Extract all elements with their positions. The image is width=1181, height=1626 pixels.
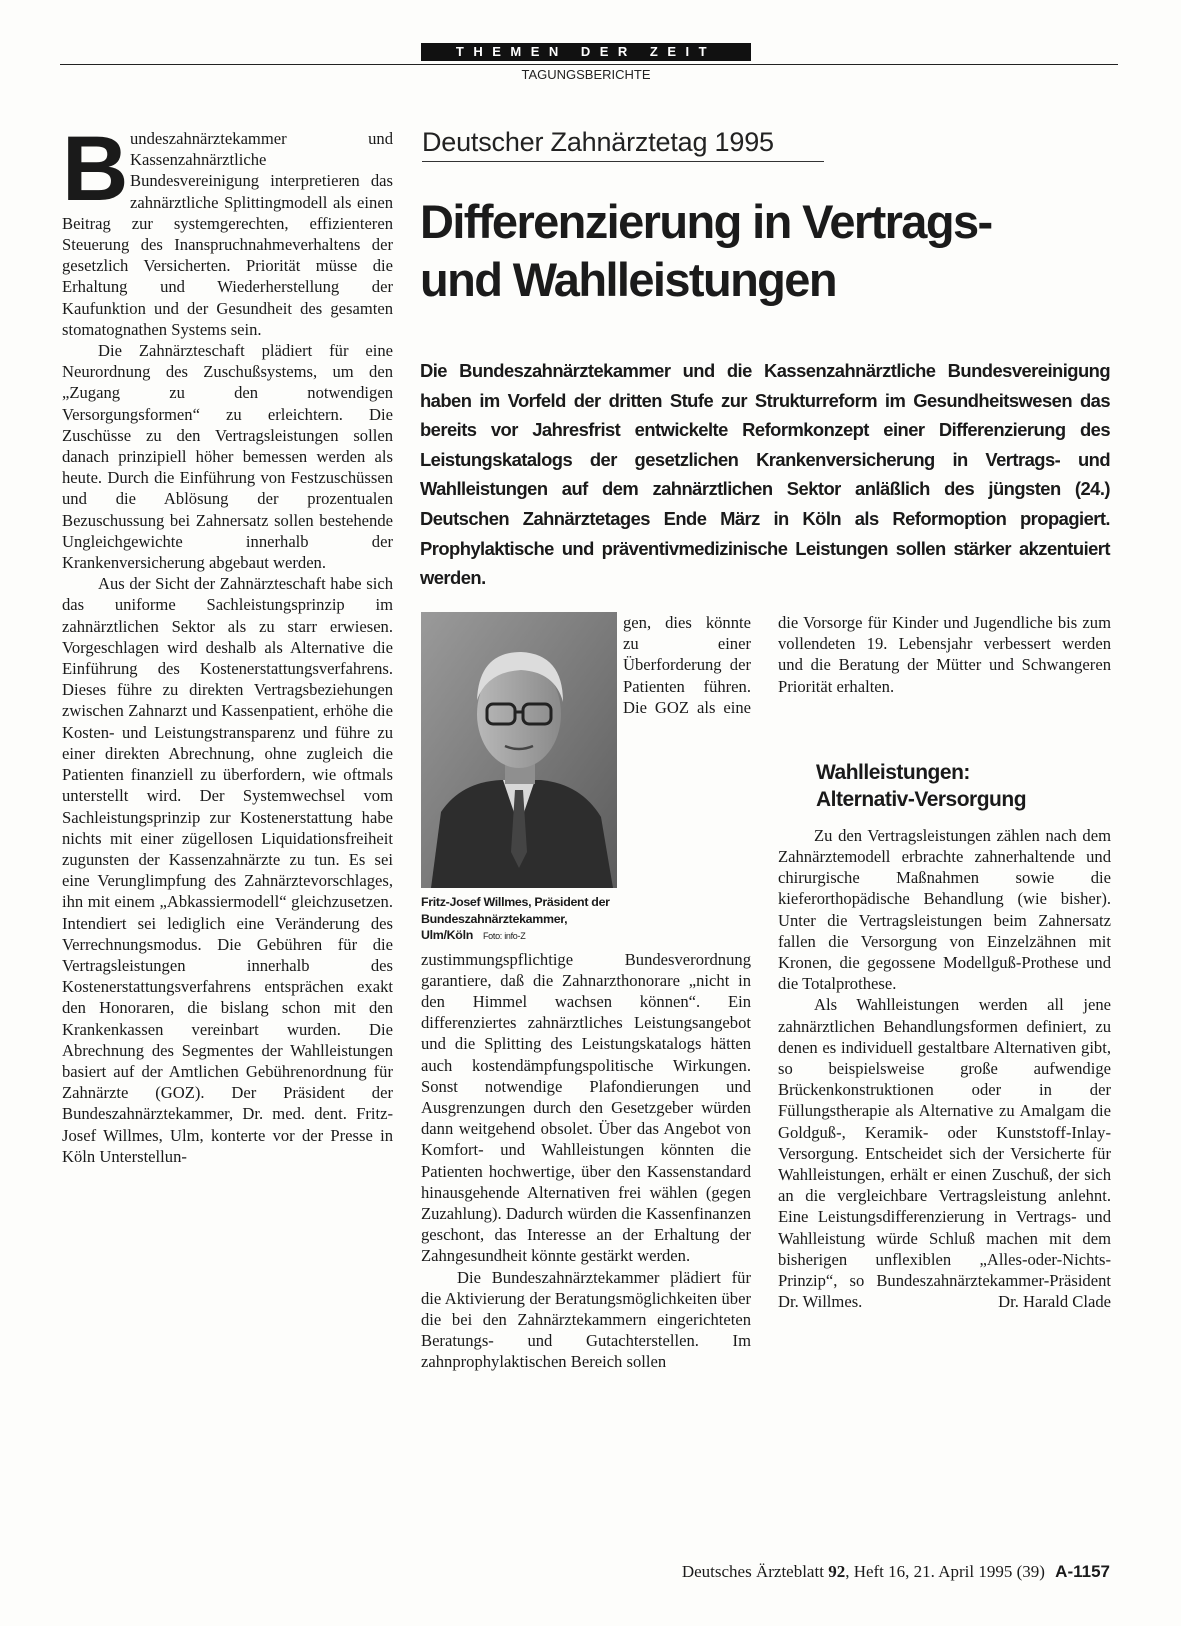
body-paragraph: Die Zahnärzteschaft plädiert für eine Neurordnung des Zuschußsystems, um den „Zugang zu den notwendigen Versorgungsformen“ zu erleichtern. Die Zuschüsse zu den Vertragsleistungen sollen danach prinzipiell höher bemessen werden als heute. Durch die Einführung von Festzuschüssen und die Ablösung der prozentualen Bezuschussung bei Zahnersatz sollen bestehende Ungleichgewichte innerhalb der Krankenversicherung abgebaut werden. [62,341,393,573]
drop-cap: B [62,118,129,220]
volume-number: 92 [828,1562,846,1581]
body-paragraph: Die Bundeszahnärztekammer plädiert für die Aktivierung der Beratungsmöglichkeiten über die bei den Zahnärztekammern eingerichteten Beratungs- und Gutachterstellen. Im zahnprophylaktischen Bereich sollen [421,1267,751,1372]
body-paragraph: die Vorsorge für Kinder und Jugendliche bis zum vollendeten 19. Lebensjahr verbessert werden und die Beratung der Mütter und Schwangeren Priorität erhalten. [778,613,1111,696]
headline-line: und Wahlleistungen [420,253,836,306]
photo-credit: Foto: info-Z [482,931,526,941]
issue-date: , Heft 16, 21. April 1995 (39) [845,1562,1045,1581]
column-3 [778,612,1111,1312]
subheading-line: Wahlleistungen: [816,760,970,784]
author-byline: Dr. Harald Clade [998,1292,1111,1312]
portrait-photo [421,612,617,888]
lead-paragraph: Die Bundeszahnärztekammer und die Kassenzahnärztliche Bundesvereinigung haben im Vorfeld der dritten Stufe zur Strukturreform im Gesundheitswesen das bereits vor Jahresfrist entwickelte Reformkonzept einer Differenzierung des Leistungskatalogs der gesetzlichen Krankenversicherung in Vertrags- und Wahlleistungen auf dem zahnärztlichen Sektor anläßlich des jüngsten (24.) Deutschen Zahnärztetages Ende März in Köln als Reformoption propagiert. Prophylaktische und präventivmedizinische Leistungen sollen stärker akzentuiert werden. [420,360,1110,589]
intro-text: undeszahnärztekammer und Kassenzahnärztliche Bundesvereinigung interpretieren das zahnärztliche Splittingmodell als einen Beitrag zur systemgerechten, effizienteren Steuerung des Inanspruchnahmeverhaltens der gesetzlich Versicherten. Priorität müsse die Erhaltung und Wiederherstellung der Kaufunktion und der Gesundheit des gesamten stomatognathen Systems sein. [62,129,393,339]
body-text: gen, dies könnte zu einer Überforderung der Patienten führen. Die GOZ als eine zustimmungspflichtige Bundesverordnung garantiere, daß die Zahnarzthonorare „nicht in den Himmel wachsen können“. Ein differenziertes zahnärztliches Leistungsangebot und die Splitting des Leistungskatalogs hätten auch kostendämpfungspolitische Wirkungen. Sonst notwendige Plafondierungen und Ausgrenzungen durch den Gesetzgeber würden dann weitgehend obsolet. Über das Angebot von Komfort- und Wahlleistungen könnten die Patienten hochwertige, über den Kassenstandard hinausgehende Alternativen frei wählen (gegen Zuzahlung). Dadurch würden die Kassenfinanzen geschont, das Interesse an der Erhaltung der Zahngesundheit könnte gestärkt werden. [421,613,751,1266]
column-1 [62,118,393,1167]
body-paragraph [778,994,1111,1312]
caption-text: Fritz-Josef Willmes, Präsident der Bundeszahnärztekammer, Ulm/Köln [421,895,610,942]
headline [420,193,1120,309]
subheading-line: Alternativ-Versorgung [816,787,1027,811]
header-rule [60,64,1118,65]
photo-figure [421,612,617,945]
page-number: A-1157 [1055,1562,1110,1581]
body-paragraph [421,612,751,1267]
body-paragraph: Zu den Vertragsleistungen zählen nach dem Zahnärztemodell erbrachte zahnerhaltende und chirurgische Maßnahmen sowie die kieferorthopädische Behandlung (wie bisher). Unter die Vertragsleistungen beim Zahnersatz fallen die Versorgung von Einzelzähnen mit Kronen, die gegossene Modellguß-Prothese und die Totalprothese. [778,825,1111,994]
page-footer [560,1562,1110,1582]
photo-caption [421,894,617,945]
body-paragraph: Aus der Sicht der Zahnärzteschaft habe sich das uniforme Sachleistungsprinzip im zahnärztlichen Sektor als zu starr erwiesen. Vorgeschlagen wird deshalb als Alternative die Einführung des Kostenerstattungsverfahrens. Dieses führe zu direkten Vertragsbeziehungen zwischen Zahnarzt und Kassenpatient, erhöhe die Kosten- und Leistungstransparenz und führe zu einer direkten Abrechnung, ohne zugleich die Patienten finanziell zu überfordern, wie oftmals unterstellt wird. Der Systemwechsel vom Sachleistungsprinzip zur Kostenerstattung habe nichts mit einer zügellosen Liquidationsfreiheit zugunsten der Kassenzahnärzte zu tun. Es sei eine Verunglimpfung des Zahnärztevorschlages, ihn mit einem „Abkassiermodell“ gleichzusetzen. Intendiert sei lediglich eine Veränderung des Verrechnungsmodus. Die Gebühren für die Vertragsleistungen innerhalb des Kostenerstattungsverfahrens entsprächen exakt den Honoraren, die bislang schon mit den Krankenkassen vereinbart wurden. Die Abrechnung des Segmentes der Wahlleistungen basiert auf der Amtlichen Gebührenordnung für Zahnärzte (GOZ). Der Präsident der Bundeszahnärztekammer, Dr. med. dent. Fritz-Josef Willmes, Ulm, konterte vor der Presse in Köln Unterstellun- [62,574,393,1166]
column-2 [421,612,751,1373]
intro-paragraph [62,118,393,340]
rubrik-label: TAGUNGSBERICHTE [521,67,651,82]
headline-line: Differenzierung in Vertrags- [420,195,992,248]
journal-name: Deutsches Ärzteblatt [681,1562,824,1581]
subheading [816,759,1111,813]
ressort-bar: THEMEN DER ZEIT [421,43,751,61]
body-text: Als Wahlleistungen werden all jene zahnärztlichen Behandlungsformen definiert, zu denen es individuell gestaltbare Alternativen gibt, so beispielsweise große aufwendige Brückenkonstruktionen oder in der Füllungstherapie als Alternative zu Amalgam die Goldguß-, Keramik- oder Kunststoff-Inlay-Versorgung. Entscheidet sich der Versicherte für Wahlleistungen, erhält er einen Zuschuß, der sich an die vergleichbare Vertragsleistung anlehnt. Eine Leistungsdifferenzierung in Vertrags- und Wahlleistung würde Schluß machen mit dem bisherigen unflexiblen „Alles-oder-Nichts-Prinzip“, so Bundeszahnärztekammer-Präsident Dr. Willmes. [778,995,1111,1312]
kicker: Deutscher Zahnärztetag 1995 [422,127,824,162]
